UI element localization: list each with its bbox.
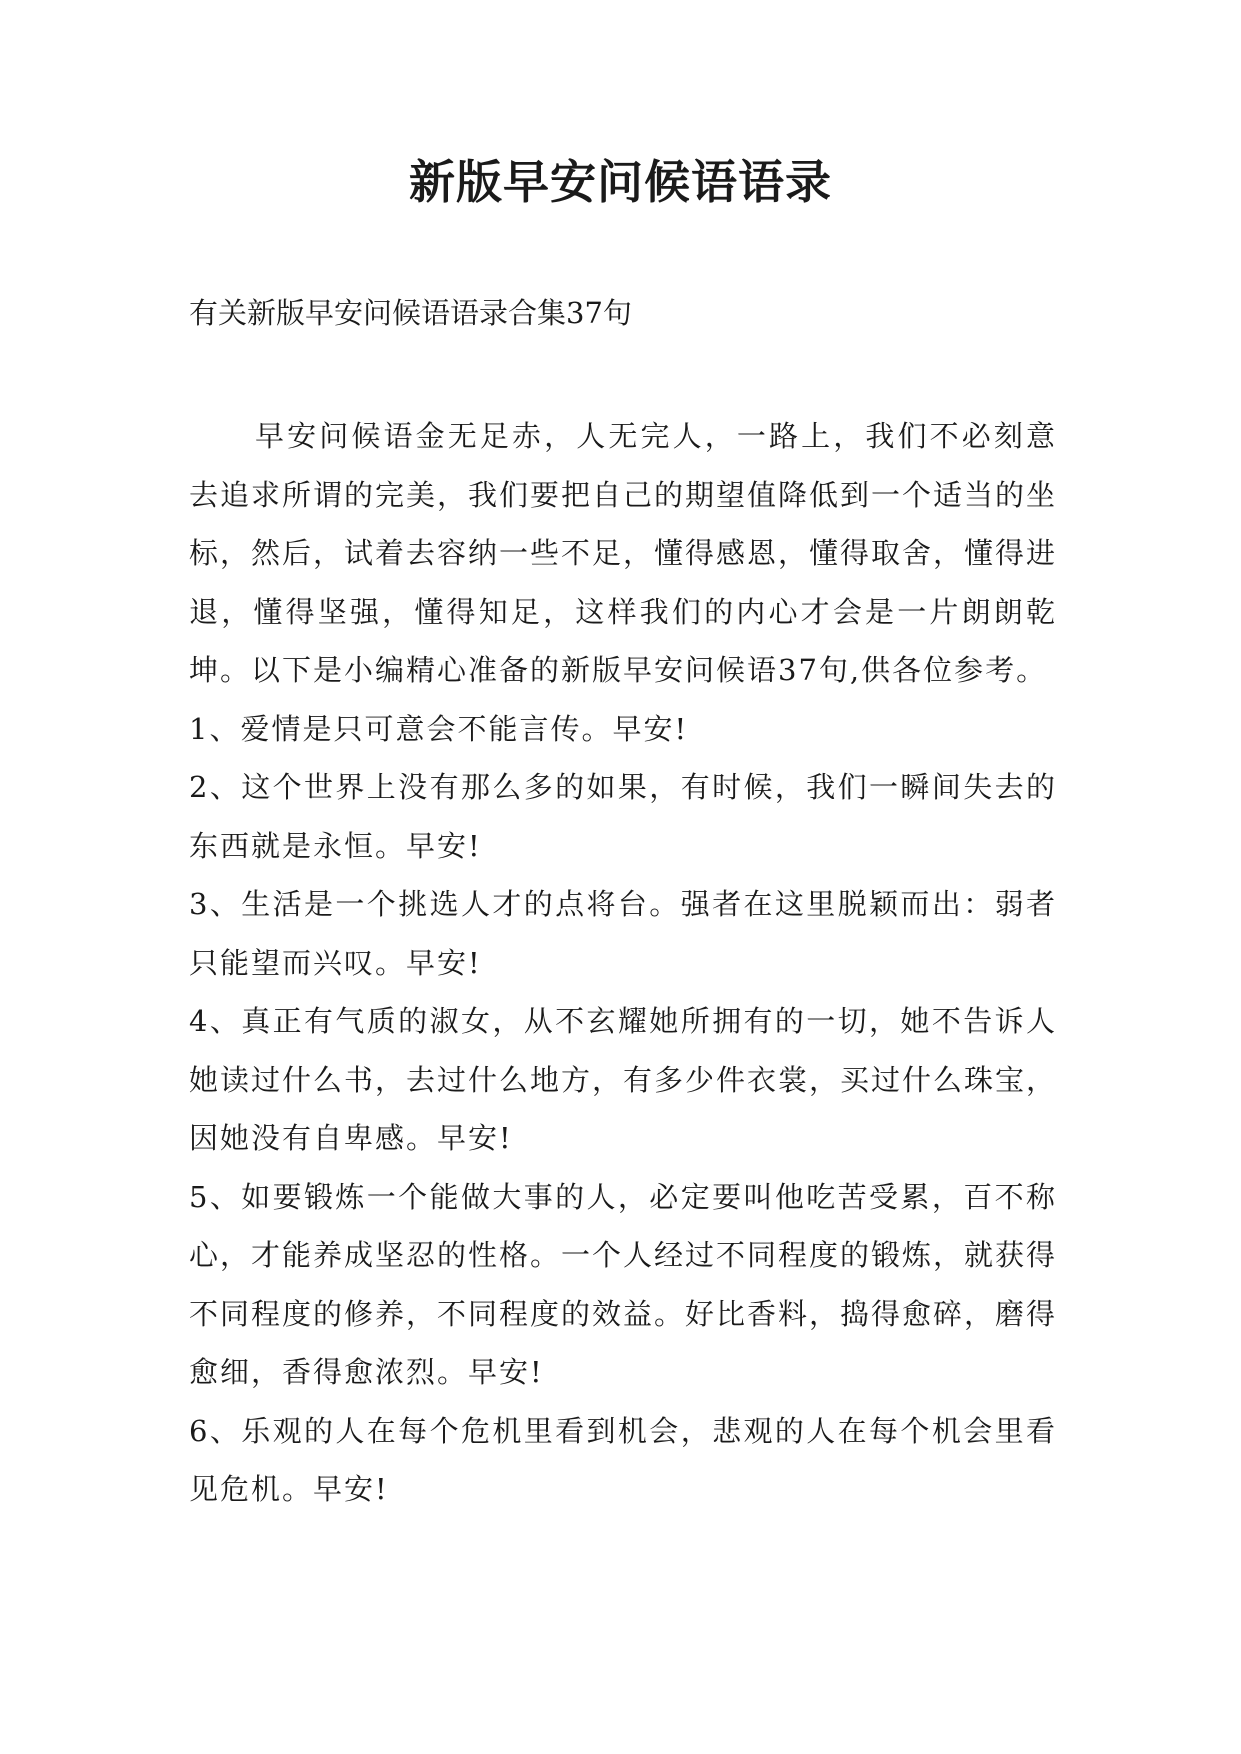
list-item: 5、如要锻炼一个能做大事的人，必定要叫他吃苦受累，百不称心，才能养成坚忍的性格。一个人经过不同程度的锻炼，就获得不同程度的修养，不同程度的效益。好比香料，捣得愈碎，磨得愈细，香得愈浓烈。早安! [189,1179,1058,1389]
list-item: 2、这个世界上没有那么多的如果，有时候，我们一瞬间失去的东西就是永恒。早安! [189,770,1057,863]
list-item: 4、真正有气质的淑女，从不玄耀她所拥有的一切，她不告诉人她读过什么书，去过什么地方，有多少件衣裳，买过什么珠宝，因她没有自卑感。早安! [189,1004,1058,1155]
document-title: 新版早安问候语语录 [409,155,832,209]
intro-paragraph: 早安问候语金无足赤，人无完人，一路上，我们不必刻意去追求所谓的完美，我们要把自己的期望值降低到一个适当的坐标，然后，试着去容纳一些不足，懂得感恩，懂得取舍，懂得进退，懂得坚强，懂得知足，这样我们的内心才会是一片朗朗乾坤。以下是小编精心准备的新版早安问候语37句,供各位参考。 [189,419,1058,687]
list-item: 1、爱情是只可意会不能言传。早安! [189,711,689,746]
list-item: 6、乐观的人在每个危机里看到机会，悲观的人在每个机会里看见危机。早安! [189,1413,1057,1506]
document-subtitle: 有关新版早安问候语语录合集37句 [189,296,632,330]
document-body [189,407,1057,1519]
list-item: 3、生活是一个挑选人才的点将台。强者在这里脱颖而出：弱者只能望而兴叹。早安! [189,887,1057,980]
